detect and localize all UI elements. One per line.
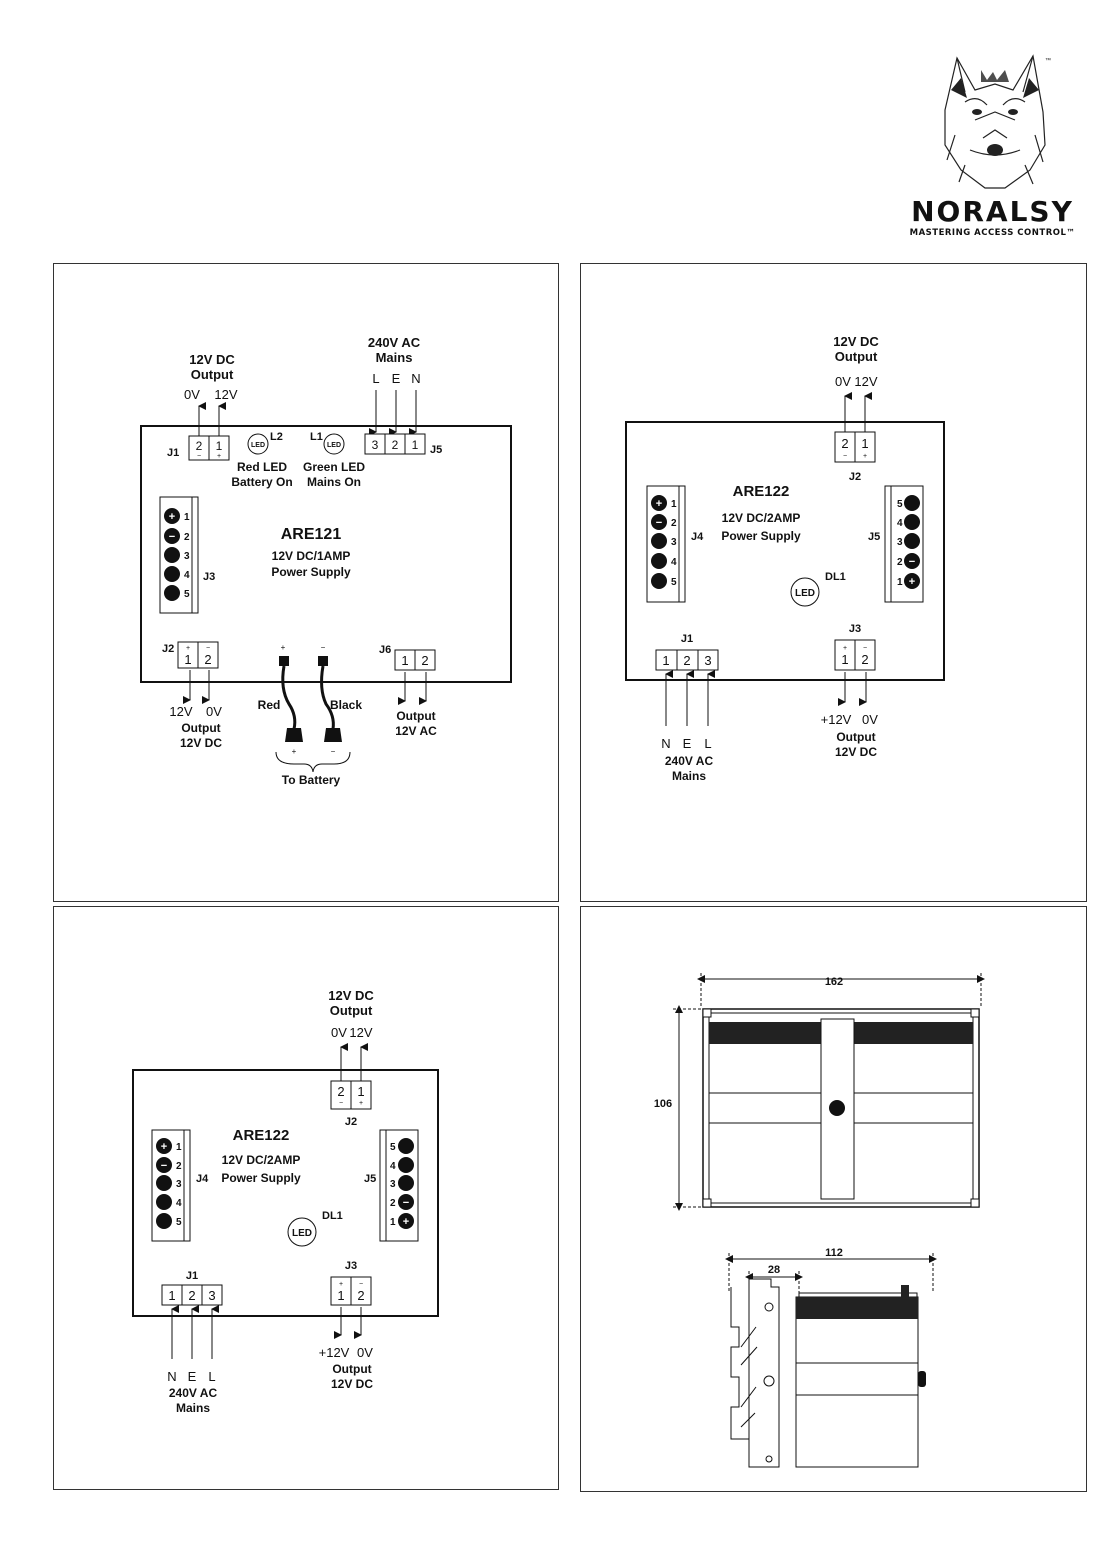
are122-bottom-model: ARE122 xyxy=(232,1127,290,1144)
are122-bottom-j3-12v: +12V xyxy=(318,1345,350,1360)
are122-bottom-j3-plus: + xyxy=(338,1281,344,1288)
are122-top-j3-pin2: 2 xyxy=(861,652,869,667)
are122-bottom-dl1-label: DL1 xyxy=(322,1210,343,1222)
are122-bottom-desc: 12V DC/2AMP xyxy=(221,1153,301,1167)
are122-top-j3-0v: 0V xyxy=(862,712,878,727)
are122-top-mains-l: L xyxy=(704,736,712,751)
are122-top-mains-n: N xyxy=(661,736,671,751)
are121-j2-minus: − xyxy=(205,645,211,652)
are121-desc-label: 12V DC/1AMP xyxy=(271,549,351,563)
are122-bottom-j4-pin2: 2 xyxy=(176,1161,182,1172)
are121-mains-title2: Mains xyxy=(375,350,413,365)
are122-top-j2-plus: + xyxy=(862,453,868,460)
are121-l1-label: L1 xyxy=(310,431,323,443)
are122-bottom-dc-title2: Output xyxy=(329,1003,373,1018)
are121-j6-pin1: 1 xyxy=(401,653,409,668)
are121-j1-pin1: 1 xyxy=(215,439,223,453)
are122-top-j3-12v: +12V xyxy=(820,712,852,727)
are122-bottom-j2-plus: + xyxy=(358,1100,364,1107)
are121-j1-plus: + xyxy=(216,453,222,460)
are121-j3-pin4: 4 xyxy=(184,570,190,581)
are121-black-lead-terminal xyxy=(318,656,328,666)
are121-j2-0v-label: 0V xyxy=(206,704,222,719)
svg-text:−: − xyxy=(160,1160,168,1172)
are122-bottom-j1-pin2: 2 xyxy=(188,1288,196,1303)
are121-j2-label: J2 xyxy=(162,643,175,655)
are122-bottom-desc2: Power Supply xyxy=(221,1171,301,1185)
are122-top-j1-pin2: 2 xyxy=(683,653,691,668)
are121-j2-output-label2: 12V DC xyxy=(179,736,223,750)
are121-j6-label: J6 xyxy=(379,644,392,656)
dim-height-label: 106 xyxy=(653,1098,673,1110)
svg-text:−: − xyxy=(402,1197,410,1209)
svg-text:+: + xyxy=(655,498,663,510)
are122-top-j2-minus: − xyxy=(842,453,848,460)
are121-red-led-label: Red LED xyxy=(236,460,288,474)
are122-top-mains-title2: Mains xyxy=(671,769,707,783)
are121-j6-output-label: Output xyxy=(396,709,436,723)
are122-top-desc: 12V DC/2AMP xyxy=(721,511,801,525)
are122-bottom-mains-title2: Mains xyxy=(175,1401,211,1415)
are122-top-j3-output: Output xyxy=(836,730,876,744)
are121-j5-pin1: 1 xyxy=(411,438,419,452)
are121-j1-label: J1 xyxy=(167,447,180,459)
are121-black-label: Black xyxy=(329,698,363,712)
are122-top-j5-pin5: 5 xyxy=(897,499,903,510)
are121-battery-minus-top: − xyxy=(320,643,326,652)
are121-battery-on-label: Battery On xyxy=(231,475,293,489)
dim-depth-label: 112 xyxy=(825,1247,843,1259)
are121-mains-on-label: Mains On xyxy=(306,475,362,489)
are122-top-j3-pin1: 1 xyxy=(841,652,849,667)
are122-bottom-j1-label: J1 xyxy=(185,1270,199,1282)
are122-top-j2-pin1: 1 xyxy=(861,436,869,451)
side-battery-band xyxy=(796,1363,918,1395)
are122-bottom-mains-e: E xyxy=(187,1369,197,1384)
are122-top-0v-label: 0V xyxy=(835,374,851,389)
are122-bottom-j2-pin2: 2 xyxy=(337,1084,345,1099)
are121-red-lead-terminal xyxy=(279,656,289,666)
are121-mains-title: 240V AC xyxy=(367,335,421,350)
are122-bottom-j4-pin4: 4 xyxy=(176,1198,182,1209)
are122-bottom-j2-pin1: 1 xyxy=(357,1084,365,1099)
are121-red-lead-clip xyxy=(285,728,303,742)
are122-top-j4-pin3: 3 xyxy=(671,537,677,548)
svg-text:−: − xyxy=(908,556,916,568)
are122-top-led-text: LED xyxy=(795,588,815,599)
are122-top-j3-label: J3 xyxy=(848,623,862,635)
are121-to-battery-label: To Battery xyxy=(281,773,341,787)
are122-top-j5-pin2: 2 xyxy=(897,557,903,568)
are122-bottom-j1-pin1: 1 xyxy=(168,1288,176,1303)
brand-name: NORALSY xyxy=(911,195,1074,228)
are122-top-j2-pin2: 2 xyxy=(841,436,849,451)
noralsy-logo xyxy=(895,50,1090,240)
are122-top-j4-pin4: 4 xyxy=(671,557,677,568)
are122-top-j4-pin5: 5 xyxy=(671,577,677,588)
are122-top-j1-pin3: 3 xyxy=(704,653,712,668)
are121-j3-label: J3 xyxy=(203,571,216,583)
svg-text:+: + xyxy=(168,511,176,523)
are121-battery-minus-bottom: − xyxy=(330,747,336,756)
are121-battery-plus-bottom: + xyxy=(291,747,297,756)
are121-black-lead-clip xyxy=(324,728,342,742)
are121-mains-e: E xyxy=(391,371,401,386)
are121-j2-plus: + xyxy=(185,645,191,652)
are122-top-model: ARE122 xyxy=(732,483,790,500)
are122-bottom-12v-label: 12V xyxy=(349,1025,373,1040)
are122-bottom-mains-n: N xyxy=(167,1369,177,1384)
are121-j3-pin3: 3 xyxy=(184,551,190,562)
dim-width-label: 162 xyxy=(824,976,844,988)
are121-l1-led-text: LED xyxy=(327,442,341,449)
side-battery-top-band xyxy=(796,1297,918,1319)
are121-j6-output-label2: 12V AC xyxy=(395,724,437,738)
are121-j6-pin2: 2 xyxy=(421,653,429,668)
are122-top-mains-e: E xyxy=(682,736,692,751)
are122-bottom-j4-pin5: 5 xyxy=(176,1217,182,1228)
are122-top-j5-pin3: 3 xyxy=(897,537,903,548)
are121-j5-pin3: 3 xyxy=(371,438,379,452)
are121-green-led-label: Green LED xyxy=(302,460,366,474)
are122-bottom-j3-minus: − xyxy=(358,1281,364,1288)
are122-bottom-mains-l: L xyxy=(208,1369,216,1384)
are121-l2-label: L2 xyxy=(270,431,283,443)
top-view-enclosure xyxy=(703,1009,979,1207)
are122-bottom-j4-label: J4 xyxy=(196,1173,209,1185)
are121-red-lead-wire xyxy=(283,666,295,729)
are122-bottom-j1-pin3: 3 xyxy=(208,1288,216,1303)
are122-bottom-j5-pin5: 5 xyxy=(390,1142,396,1153)
are122-top-j5-pin1: 1 xyxy=(897,577,903,588)
are122-top-j1-pin1: 1 xyxy=(662,653,670,668)
are121-dc-output-title: 12V DC xyxy=(189,352,235,367)
side-knob-icon xyxy=(918,1371,926,1387)
are121-j3-pin2: 2 xyxy=(184,532,190,543)
are122-bottom-diagram xyxy=(54,907,560,1491)
are121-dc-output-title2: Output xyxy=(190,367,234,382)
are121-j2-output-label: Output xyxy=(181,721,221,735)
panel-are122-top xyxy=(580,263,1087,902)
are121-j5-label: J5 xyxy=(430,444,443,456)
are122-bottom-j4-pin3: 3 xyxy=(176,1179,182,1190)
are121-battery-brace xyxy=(276,752,350,772)
are122-bottom-j2-label: J2 xyxy=(344,1116,358,1128)
brand-tagline: MASTERING ACCESS CONTROL™ xyxy=(909,228,1076,238)
are122-top-j4-pin2: 2 xyxy=(671,518,677,529)
svg-text:−: − xyxy=(168,531,176,543)
are121-battery-plus-top: + xyxy=(280,643,286,652)
are122-bottom-j5-pin1: 1 xyxy=(390,1217,396,1228)
are122-top-dc-title: 12V DC xyxy=(833,334,879,349)
are121-model-label: ARE121 xyxy=(280,526,342,543)
are122-top-j4-label: J4 xyxy=(691,531,704,543)
trademark-symbol: ™ xyxy=(1045,58,1051,64)
husky-logo-icon xyxy=(895,50,1090,195)
are122-top-12v-label: 12V xyxy=(854,374,878,389)
are122-bottom-j3-output2: 12V DC xyxy=(330,1377,374,1391)
are121-mains-n: N xyxy=(411,371,421,386)
are122-top-j4-pin1: 1 xyxy=(671,499,677,510)
are122-top-j2-label: J2 xyxy=(848,471,862,483)
are121-red-label: Red xyxy=(257,698,281,712)
are122-bottom-j3-output: Output xyxy=(332,1362,372,1376)
are122-bottom-j4-terminals xyxy=(156,1138,172,1229)
dimension-drawing xyxy=(581,907,1088,1493)
are122-bottom-j5-label: J5 xyxy=(364,1173,377,1185)
svg-text:+: + xyxy=(402,1216,410,1228)
are121-l2-led-text: LED xyxy=(251,442,265,449)
are122-bottom-led-text: LED xyxy=(292,1228,312,1239)
panel-are121 xyxy=(53,263,559,902)
are122-bottom-dc-title: 12V DC xyxy=(328,988,374,1003)
are122-top-j1-label: J1 xyxy=(680,633,694,645)
are121-j2-pin1: 1 xyxy=(184,652,192,667)
are122-bottom-j2-minus: − xyxy=(338,1100,344,1107)
are121-diagram xyxy=(54,264,560,903)
are122-bottom-j5-pin3: 3 xyxy=(390,1179,396,1190)
are121-j3-pin5: 5 xyxy=(184,589,190,600)
are122-top-j3-output2: 12V DC xyxy=(834,745,878,759)
dim-rail-label: 28 xyxy=(767,1264,781,1276)
svg-text:+: + xyxy=(160,1141,168,1153)
are122-bottom-0v-label: 0V xyxy=(331,1025,347,1040)
are122-bottom-j5-pin2: 2 xyxy=(390,1198,396,1209)
are121-dc-12v-label: 12V xyxy=(214,387,238,402)
are121-dc-0v-label: 0V xyxy=(184,387,200,402)
are122-bottom-mains-title: 240V AC xyxy=(168,1386,218,1400)
are122-top-dl1-label: DL1 xyxy=(825,571,846,583)
are121-j5-pin2: 2 xyxy=(391,438,399,452)
are122-bottom-j3-label: J3 xyxy=(344,1260,358,1272)
are122-bottom-j4-pin1: 1 xyxy=(176,1142,182,1153)
are122-bottom-j5-pin4: 4 xyxy=(390,1161,396,1172)
are121-j1-pin2: 2 xyxy=(195,439,203,453)
are122-top-j5-pin4: 4 xyxy=(897,518,903,529)
are122-top-dc-title2: Output xyxy=(834,349,878,364)
are122-top-mains-title: 240V AC xyxy=(664,754,714,768)
are121-j2-pin2: 2 xyxy=(204,652,212,667)
strap-screw-icon xyxy=(829,1100,845,1116)
svg-text:−: − xyxy=(655,517,663,529)
are121-desc2-label: Power Supply xyxy=(271,565,351,579)
are122-bottom-j3-0v: 0V xyxy=(357,1345,373,1360)
are122-top-j3-minus: − xyxy=(862,645,868,652)
are122-bottom-j3-pin2: 2 xyxy=(357,1288,365,1303)
are122-top-desc2: Power Supply xyxy=(721,529,801,543)
are122-bottom-j3-pin1: 1 xyxy=(337,1288,345,1303)
side-terminal-post xyxy=(901,1285,909,1299)
are121-mains-l: L xyxy=(372,371,380,386)
panel-are122-bottom xyxy=(53,906,559,1490)
are121-j3-pin1: 1 xyxy=(184,512,190,523)
are122-top-diagram xyxy=(581,264,1088,903)
are121-j2-12v-label: 12V xyxy=(169,704,193,719)
are121-j1-minus: − xyxy=(196,453,202,460)
svg-text:+: + xyxy=(908,576,916,588)
panel-dimensions xyxy=(580,906,1087,1492)
are122-bottom-j5-terminals xyxy=(398,1138,414,1229)
are122-top-j3-plus: + xyxy=(842,645,848,652)
are122-top-j5-label: J5 xyxy=(868,531,881,543)
